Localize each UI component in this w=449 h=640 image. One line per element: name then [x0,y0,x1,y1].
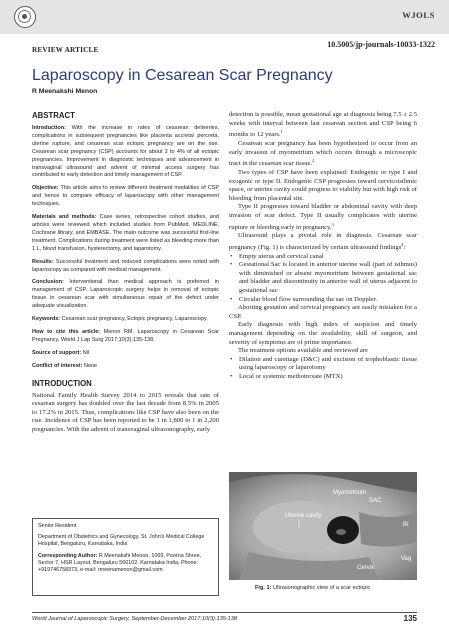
embryo-echo [336,529,346,535]
abstract-text: Menon RM. Laparoscopy in Cesarean Scar Pregnancy. World J Lap Surg 2017;10(3):135-138. [32,328,219,343]
abstract-introduction [32,125,219,180]
ultrasound-image [229,472,417,580]
reference-marker: 4 [401,241,404,247]
abstract-label: How to cite this article: [32,328,101,335]
reference-marker: 1 [280,129,283,135]
abstract-text: Case series, retrospective cohort studies, and articles were reviewed which included studies from PubMed, MEDLINE, Cochrane library, and EMBASE. The main outcome was successful first-line treatment. Complications during treatment were listed as bleeding more than 1 L, blood transfusion, hysterectomy, and laparotomy. [32,214,219,252]
body-paragraph [229,203,417,232]
paragraph-text: Type II progresses toward bladder or abdominal cavity with deep invasion of scar defect. Type II usually complicates with uterine rupture or bleeding early in pregnancy. [229,203,417,231]
author-role: Senior Resident [38,523,77,529]
logo-dot [22,14,27,19]
abstract-keywords [32,316,219,324]
body-paragraph: Aborting gestation and cervical pregnancy are easily mistaken for a CSP. [229,304,417,320]
body-paragraph [229,111,417,140]
page-number: 135 [403,614,417,623]
corresponding-label: Corresponding Author: [38,552,98,559]
abstract-citation [32,329,219,345]
journal-code: WJOLS [402,10,435,20]
list-item: • Circular blood flow surrounding the sac on Doppler. [229,296,417,305]
page-footer [32,612,417,628]
label-vagina: Vag [401,556,412,562]
bladder-region [359,512,417,547]
abstract-text: Cesarean scar pregnancy, Ectopic pregnancy, Laparoscopy. [60,316,208,323]
abstract-objective [32,185,219,209]
abstract-conclusion [32,279,219,311]
body-paragraph: Ultrasound plays a pivotal role in diagnosis. Cesarean scar pregnancy (Fig. 1) is characterized by certain ultrasound findings$^4$: [229,232,417,252]
body-paragraph: Two types of CSP have been explained: Endogenic or type I and exogenic or type II. Endogenic CSP progresses toward cervicoisthmic space, or uterine cavity could progress to viability but with high risk of bleeding from placental site. [229,168,417,202]
journal-reference: World Journal of Laparoscopic Surgery, September-December 2017;10(3):135-138 [32,616,238,622]
abstract-label: Introduction: [32,125,66,131]
list-item: • Gestational Sac is located in anterior uterine wall (part of isthmus) with diminished or absent myometrium between gestational sac and bladder and discontinuity in anterior wall of uterus adjacent to gestational sac [229,261,417,295]
figure-caption [255,585,370,591]
abstract-text: Nil [81,349,90,356]
abstract-text: Interventional than medical approach is preferred in management of CSP. Laparoscopic surgery helps in removal of ectopic tissue in cesarean scar with simultaneous repair of the defect under adequate visualization. [32,279,219,310]
abstract-text: With the increase in rates of cesarean deliveries, complications in subsequent pregnancies like placenta accreta/ percreta, uterine rupture, and cesarean scar ectopic pregnancy are on the rise. Cesarean scar pregnancy (CSP) accounts for about 2 to 4% of all ectopic pregnancies. Improvement in diagnostic techniques and advancement in transvaginal ultrasound and advent of minimal access surgery has contributed to early detection and timely management of CSP. [32,125,219,179]
abstract-label: Results: [32,258,54,265]
article-title: Laparoscopy in Cesarean Scar Pregnancy [32,67,333,84]
abstract-text: None [82,362,98,369]
list-item: • Local or systemic methotrexate (MTX) [229,373,417,382]
paragraph-text: Ultrasound plays a pivotal role in diagnosis. Cesarean scar pregnancy (Fig. 1) is characterized by certain ultrasound findings [229,232,417,252]
body-paragraph: The treatment options available and reviewed are [238,347,368,355]
author: R Meenakshi Menon [32,88,98,95]
abstract-label: Conflict of interest: [32,362,83,369]
abstract-label: Materials and methods: [32,214,97,221]
abstract-methods [32,214,219,254]
label-cervix: Cervix [357,565,375,571]
doi: 10.5005/jp-journals-10033-1322 [327,40,435,49]
abstract-conflict-of-interest [32,363,219,371]
abstract-text: Successful treatment and reduced complications were noted with laparoscopy as compared with medical management. [32,258,219,273]
reference-marker: 3 [331,221,334,227]
label-myometrium: Myometrium [333,490,367,496]
label-bladder: BI [403,522,409,528]
list-item: • Empty uterus and cervical canal [229,253,417,262]
ultrasound-figure [229,472,417,580]
journal-logo-icon [14,6,36,28]
author-department: Department of Obstetrics and Gynecology, St. John's Medical College Hospital, Bengaluru, Karnataka, India [38,534,205,548]
affiliation-box [32,518,219,596]
body-paragraph [229,140,417,169]
label-sac: SAC [369,498,382,504]
left-column [32,111,219,435]
treatment-options-list [229,356,417,382]
footer-rule [32,612,417,613]
caption-label: Fig. 1: [255,585,272,591]
abstract-text: This article aims to review different treatment modalities of CSP and hence to compare efficacy of laparoscopy with other management techniques. [32,185,219,208]
abstract-label: Objective: [32,185,59,192]
reference-marker: 2 [312,158,315,164]
right-column [229,111,417,382]
abstract-label: Keywords: [32,316,61,323]
list-item: • Dilation and curettage (D&C) and excision of trophoblastic tissue using laparoscopy or laparotomy [229,356,417,373]
abstract-results [32,259,219,275]
label-uterine-cavity: Uterine cavity [285,513,322,519]
caption-text: Ultrasonographic view of a scar ectopic [271,585,371,591]
body-paragraph: Early diagnosis with high index of suspicion and timely management depending on the availability, skill of surgeon, and severity of symptoms are of prime importance. [229,321,417,346]
abstract-heading: ABSTRACT [32,111,75,120]
abstract-label: Source of support: [32,349,82,356]
abstract-source-of-support [32,350,219,358]
corresponding-author [38,553,213,575]
header-band [0,0,449,34]
ultrasound-findings-list [229,253,417,305]
abstract-label: Conclusion: [32,279,64,286]
abstract-body [32,125,219,371]
paragraph-text: Cesarean scar pregnancy has been hypothesized to occur from an early invasion of myometrium which occurs through a microscopic tract in the cesarean scar tissue. [229,139,417,168]
introduction-paragraph: National Family Health Survey 2014 to 2015 reveals that rate of cesarean surgery has doubled over the last decade from 8.5% in 2005 to 17.2% in 2015. Thus, complications like CSP have also been on the rise. Incidence of CSP has been reported to be 1 in 1,800 to 1 in 2,200 pregnancies. With the advent of transvaginal ultrasonography, early [32,391,219,433]
introduction-heading: INTRODUCTION [32,378,92,388]
corresponding-text: R Meenakshi Menon, 1069, Poorna Shree, Sector 7, HSR Layout, Bengaluru 560102, Karnataka India, Phone: +919746758373, e-mail: rmeenamenon@gmail.com [38,552,202,574]
paragraph-text: detection is possible, mean gestational age at diagnosis being 7.5 ± 2.5 weeks with interval between last cesarean section and CSP being 6 months to 12 years. [229,111,417,139]
article-type: REVIEW ARTICLE [32,46,99,54]
